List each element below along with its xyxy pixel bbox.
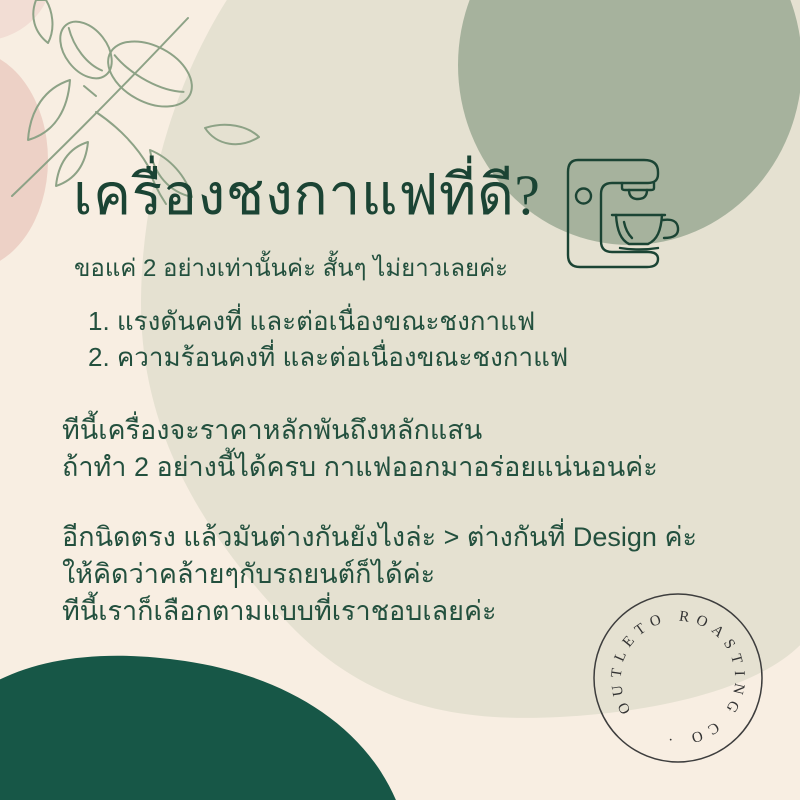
subtitle-text: ขอแค่ 2 อย่างเท่านั้นค่ะ สั้นๆ ไม่ยาวเลยค่ะ bbox=[74, 255, 509, 282]
requirements-list bbox=[88, 303, 568, 375]
paragraph-line: ถ้าทำ 2 อย่างนี้ได้ครบ กาแฟออกมาอร่อยแน่นอนค่ะ bbox=[62, 452, 658, 482]
list-item: 1. แรงดันคงที่ และต่อเนื่องขณะชงกาแฟ bbox=[88, 306, 536, 336]
paragraph-line: ทีนี้เราก็เลือกตามแบบที่เราชอบเลยค่ะ bbox=[62, 596, 497, 626]
paragraph-design bbox=[62, 519, 697, 630]
paragraph-line: ทีนี้เครื่องจะราคาหลักพันถึงหลักแสน bbox=[62, 415, 483, 445]
paragraph-price bbox=[62, 412, 658, 486]
page-title: เครื่องชงกาแฟที่ดี? bbox=[73, 164, 541, 227]
stamp-text: OUTLETO ROASTING CO · bbox=[608, 608, 748, 748]
paragraph-line: อีกนิดตรง แล้วมันต่างกันยังไงล่ะ > ต่างกันที่ Design ค่ะ bbox=[62, 522, 698, 552]
paragraph-line: ให้คิดว่าคล้ายๆกับรถยนต์ก็ได้ค่ะ bbox=[62, 559, 436, 589]
list-item: 2. ความร้อนคงที่ และต่อเนื่องขณะชงกาแฟ bbox=[88, 342, 569, 372]
